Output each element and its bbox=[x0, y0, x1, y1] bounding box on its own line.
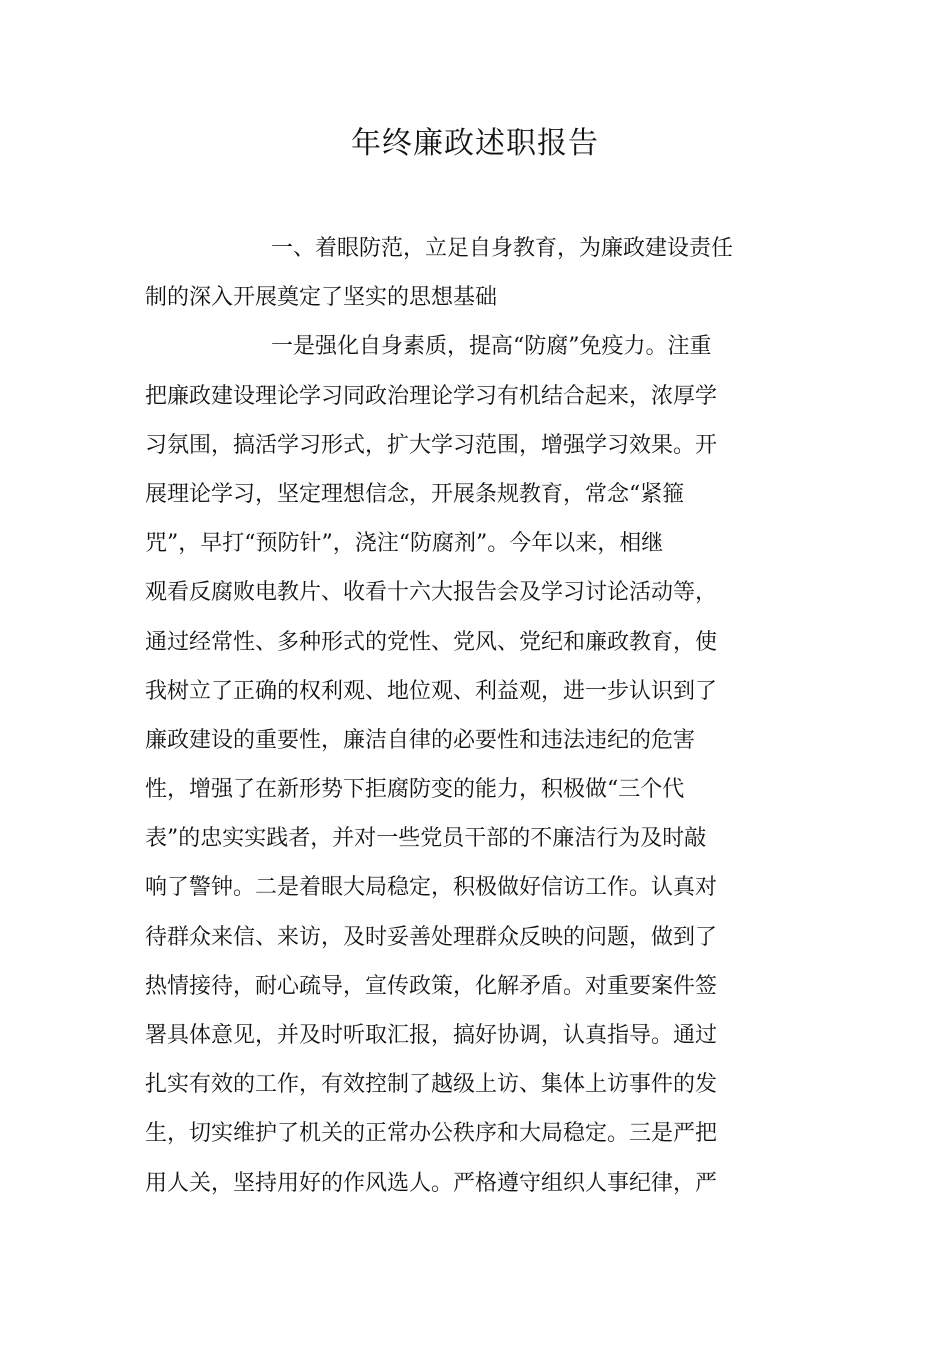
paragraph-line: 扎实有效的工作，有效控制了越级上访、集体上访事件的发 bbox=[145, 1072, 718, 1098]
document-body bbox=[145, 224, 765, 1208]
paragraph-line: 署具体意见，并及时听取汇报，搞好协调，认真指导。通过 bbox=[145, 1023, 718, 1048]
paragraph-line: 咒”，早打“预防针”，浇注“防腐剂”。今年以来，相继 bbox=[145, 531, 664, 557]
paragraph-line: 生，切实维护了机关的正常办公秩序和大局稳定。三是严把 bbox=[145, 1121, 718, 1147]
paragraph-line: 观看反腐败电教片、收看十六大报告会及学习讨论活动等， bbox=[145, 580, 718, 606]
section-heading-line: 制的深入开展奠定了坚实的思想基础 bbox=[145, 285, 498, 311]
paragraph-line: 表”的忠实实践者，并对一些党员干部的不廉洁行为及时敲 bbox=[145, 826, 707, 852]
section-heading-line: 一、着眼防范，立足自身教育，为廉政建设责任 bbox=[271, 236, 734, 261]
paragraph-line: 展理论学习，坚定理想信念，开展条规教育，常念“紧箍 bbox=[145, 481, 685, 507]
paragraph-line: 待群众来信、来访，及时妥善处理群众反映的问题，做到了 bbox=[145, 924, 718, 950]
paragraph-line: 性，增强了在新形势下拒腐防变的能力，积极做“三个代 bbox=[145, 777, 685, 803]
paragraph-line: 通过经常性、多种形式的党性、党风、党纪和廉政教育，使 bbox=[145, 629, 718, 655]
document-title: 年终廉政述职报告 bbox=[351, 126, 599, 161]
paragraph-line: 响了警钟。二是着眼大局稳定，积极做好信访工作。认真对 bbox=[145, 875, 718, 901]
paragraph-line: 用人关，坚持用好的作风选人。严格遵守组织人事纪律，严 bbox=[145, 1170, 718, 1196]
paragraph-line: 热情接待，耐心疏导，宣传政策，化解矛盾。对重要案件签 bbox=[145, 973, 718, 999]
paragraph-line: 把廉政建设理论学习同政治理论学习有机结合起来，浓厚学 bbox=[145, 383, 718, 409]
paragraph-line: 习氛围，搞活学习形式，扩大学习范围，增强学习效果。开 bbox=[145, 432, 718, 458]
paragraph-line: 一是强化自身素质，提高“防腐”免疫力。注重 bbox=[271, 334, 712, 360]
paragraph-line: 我树立了正确的权利观、地位观、利益观，进一步认识到了 bbox=[145, 678, 718, 704]
paragraph-line: 廉政建设的重要性，廉洁自律的必要性和违法违纪的危害 bbox=[145, 727, 696, 753]
